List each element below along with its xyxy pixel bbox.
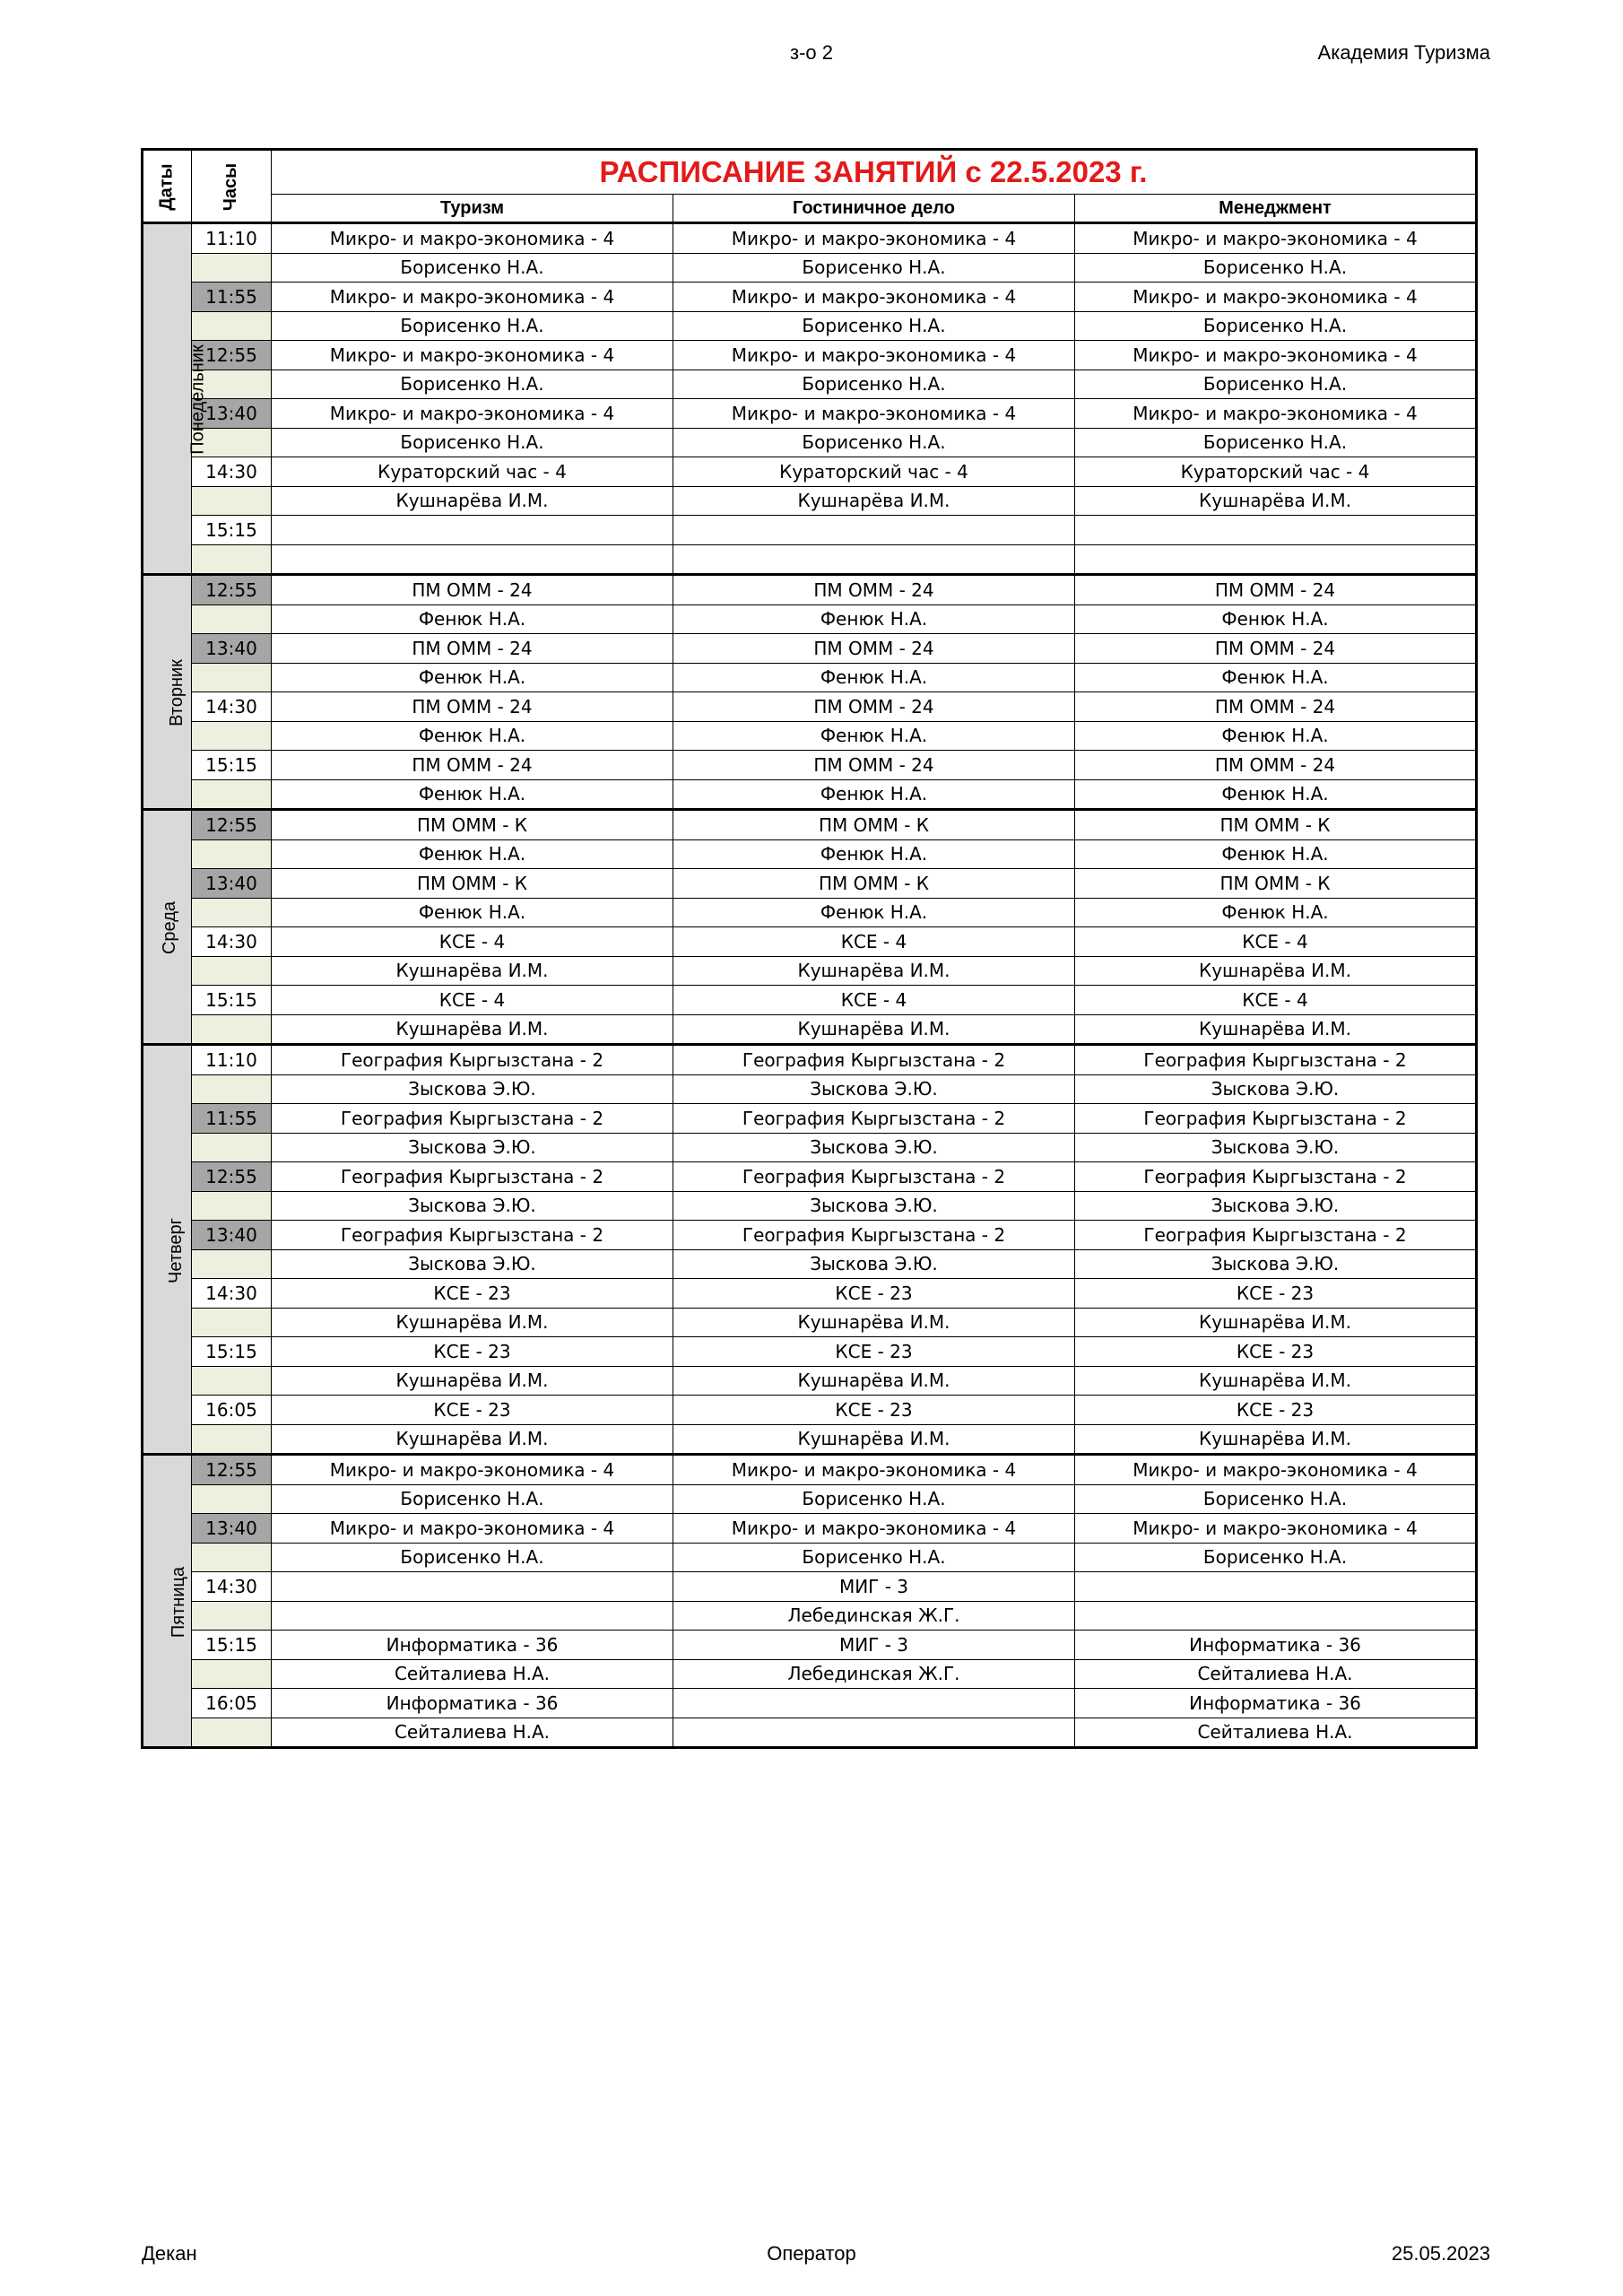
teacher-cell: Борисенко Н.А. bbox=[1075, 428, 1477, 457]
time-cell-blank bbox=[192, 311, 272, 341]
table-row bbox=[143, 721, 1477, 751]
table-row bbox=[143, 956, 1477, 986]
teacher-cell: Борисенко Н.А. bbox=[673, 370, 1075, 399]
lesson-cell: ПМ ОММ - 24 bbox=[1075, 751, 1477, 780]
lesson-cell: КСЕ - 23 bbox=[1075, 1279, 1477, 1309]
lesson-cell: Микро- и макро-экономика - 4 bbox=[272, 223, 673, 254]
teacher-cell: Сейталиева Н.А. bbox=[1075, 1718, 1477, 1748]
time-cell: 12:55 bbox=[192, 575, 272, 605]
table-row bbox=[143, 575, 1477, 605]
time-cell-blank bbox=[192, 721, 272, 751]
table-row bbox=[143, 1045, 1477, 1075]
table-row bbox=[143, 223, 1477, 254]
teacher-cell: Кушнарёва И.М. bbox=[673, 1308, 1075, 1337]
day-cell bbox=[143, 1455, 192, 1748]
table-row bbox=[143, 283, 1477, 312]
teacher-cell: Фенюк Н.А. bbox=[673, 721, 1075, 751]
table-row bbox=[143, 1104, 1477, 1134]
teacher-cell: Фенюк Н.А. bbox=[673, 663, 1075, 692]
lesson-cell bbox=[1075, 1572, 1477, 1602]
time-cell: 12:55 bbox=[192, 810, 272, 840]
footer-dean: Декан bbox=[142, 2242, 197, 2265]
time-cell-blank bbox=[192, 956, 272, 986]
time-cell: 13:40 bbox=[192, 634, 272, 664]
time-cell: 13:40 bbox=[192, 869, 272, 899]
lesson-cell: ПМ ОММ - 24 bbox=[272, 634, 673, 664]
lesson-cell: Микро- и макро-экономика - 4 bbox=[1075, 341, 1477, 370]
day-label: Пятница bbox=[169, 1566, 189, 1638]
lesson-cell bbox=[1075, 516, 1477, 545]
time-cell-blank bbox=[192, 779, 272, 810]
table-row bbox=[143, 986, 1477, 1015]
day-cell bbox=[143, 223, 208, 575]
table-row bbox=[143, 898, 1477, 927]
lesson-cell: Микро- и макро-экономика - 4 bbox=[1075, 399, 1477, 429]
lesson-cell: ПМ ОММ - К bbox=[673, 810, 1075, 840]
table-row bbox=[143, 1659, 1477, 1689]
teacher-cell: Кушнарёва И.М. bbox=[673, 1424, 1075, 1455]
time-cell: 12:55 bbox=[192, 341, 272, 370]
teacher-cell: Борисенко Н.А. bbox=[673, 1484, 1075, 1514]
time-cell-blank bbox=[192, 1543, 272, 1572]
lesson-cell: География Кыргызстана - 2 bbox=[673, 1104, 1075, 1134]
lesson-cell: КСЕ - 4 bbox=[673, 986, 1075, 1015]
time-cell: 13:40 bbox=[192, 1221, 272, 1250]
time-cell: 14:30 bbox=[192, 927, 272, 957]
lesson-cell: ПМ ОММ - 24 bbox=[673, 751, 1075, 780]
lesson-cell: КСЕ - 23 bbox=[673, 1396, 1075, 1425]
table-row bbox=[143, 779, 1477, 810]
lesson-cell bbox=[272, 516, 673, 545]
time-cell-blank bbox=[192, 1366, 272, 1396]
teacher-cell: Кушнарёва И.М. bbox=[673, 1366, 1075, 1396]
teacher-cell: Кушнарёва И.М. bbox=[1075, 1014, 1477, 1045]
teacher-cell: Борисенко Н.А. bbox=[673, 1543, 1075, 1572]
table-row bbox=[143, 1572, 1477, 1602]
teacher-cell: Зыскова Э.Ю. bbox=[272, 1191, 673, 1221]
day-label: Понедельник bbox=[187, 344, 208, 455]
table-row bbox=[143, 544, 1477, 575]
teacher-cell: Зыскова Э.Ю. bbox=[1075, 1133, 1477, 1162]
teacher-cell: Фенюк Н.А. bbox=[1075, 663, 1477, 692]
teacher-cell bbox=[272, 1601, 673, 1631]
teacher-cell: Сейталиева Н.А. bbox=[272, 1659, 673, 1689]
lesson-cell: ПМ ОММ - 24 bbox=[1075, 634, 1477, 664]
table-row bbox=[143, 1484, 1477, 1514]
lesson-cell: Микро- и макро-экономика - 4 bbox=[272, 399, 673, 429]
schedule-body bbox=[143, 223, 1477, 1748]
teacher-cell: Фенюк Н.А. bbox=[673, 839, 1075, 869]
lesson-cell: Кураторский час - 4 bbox=[1075, 457, 1477, 487]
teacher-cell bbox=[272, 544, 673, 575]
teacher-cell: Борисенко Н.А. bbox=[673, 428, 1075, 457]
time-cell-blank bbox=[192, 663, 272, 692]
teacher-cell: Борисенко Н.А. bbox=[1075, 370, 1477, 399]
lesson-cell: География Кыргызстана - 2 bbox=[272, 1162, 673, 1192]
lesson-cell: ПМ ОММ - 24 bbox=[272, 751, 673, 780]
table-row bbox=[143, 1133, 1477, 1162]
table-row bbox=[143, 1631, 1477, 1660]
time-cell: 15:15 bbox=[192, 516, 272, 545]
table-row bbox=[143, 1514, 1477, 1544]
time-cell-blank bbox=[192, 1249, 272, 1279]
lesson-cell: Микро- и макро-экономика - 4 bbox=[1075, 283, 1477, 312]
lesson-cell: КСЕ - 23 bbox=[1075, 1396, 1477, 1425]
teacher-cell: Фенюк Н.А. bbox=[272, 663, 673, 692]
teacher-cell: Кушнарёва И.М. bbox=[272, 956, 673, 986]
lesson-cell: ПМ ОММ - 24 bbox=[673, 692, 1075, 722]
table-row bbox=[143, 810, 1477, 840]
table-row bbox=[143, 604, 1477, 634]
table-row bbox=[143, 457, 1477, 487]
lesson-cell: Информатика - 36 bbox=[1075, 1689, 1477, 1718]
lesson-cell: Микро- и макро-экономика - 4 bbox=[673, 341, 1075, 370]
time-cell-blank bbox=[192, 1659, 272, 1689]
teacher-cell: Кушнарёва И.М. bbox=[272, 1424, 673, 1455]
lesson-cell: КСЕ - 23 bbox=[673, 1337, 1075, 1367]
time-cell: 15:15 bbox=[192, 1337, 272, 1367]
table-row bbox=[143, 1308, 1477, 1337]
lesson-cell bbox=[673, 1689, 1075, 1718]
teacher-cell: Кушнарёва И.М. bbox=[673, 486, 1075, 516]
teacher-cell: Фенюк Н.А. bbox=[1075, 604, 1477, 634]
table-row bbox=[143, 516, 1477, 545]
teacher-cell: Кушнарёва И.М. bbox=[1075, 956, 1477, 986]
lesson-cell: ПМ ОММ - 24 bbox=[673, 634, 1075, 664]
header-hours bbox=[192, 150, 272, 223]
time-cell: 13:40 bbox=[192, 1514, 272, 1544]
time-cell-blank bbox=[192, 1191, 272, 1221]
table-row bbox=[143, 1279, 1477, 1309]
lesson-cell: Микро- и макро-экономика - 4 bbox=[1075, 1455, 1477, 1485]
teacher-cell: Кушнарёва И.М. bbox=[272, 1014, 673, 1045]
teacher-cell: Борисенко Н.А. bbox=[272, 428, 673, 457]
lesson-cell: Микро- и макро-экономика - 4 bbox=[1075, 223, 1477, 254]
lesson-cell: МИГ - 3 bbox=[673, 1572, 1075, 1602]
teacher-cell: Сейталиева Н.А. bbox=[272, 1718, 673, 1748]
table-row bbox=[143, 869, 1477, 899]
lesson-cell: Микро- и макро-экономика - 4 bbox=[272, 1455, 673, 1485]
teacher-cell bbox=[1075, 544, 1477, 575]
institution-name: Академия Туризма bbox=[1317, 41, 1490, 64]
teacher-cell: Борисенко Н.А. bbox=[1075, 311, 1477, 341]
time-cell: 12:55 bbox=[192, 1455, 272, 1485]
table-row bbox=[143, 1718, 1477, 1748]
schedule-table bbox=[141, 148, 1478, 1749]
time-cell-blank bbox=[192, 253, 272, 283]
lesson-cell: ПМ ОММ - К bbox=[272, 869, 673, 899]
lesson-cell: Микро- и макро-экономика - 4 bbox=[673, 283, 1075, 312]
lesson-cell: География Кыргызстана - 2 bbox=[1075, 1104, 1477, 1134]
lesson-cell: География Кыргызстана - 2 bbox=[673, 1221, 1075, 1250]
time-cell: 16:05 bbox=[192, 1396, 272, 1425]
time-cell: 16:05 bbox=[192, 1689, 272, 1718]
table-row bbox=[143, 1162, 1477, 1192]
time-cell: 11:55 bbox=[192, 283, 272, 312]
table-row bbox=[143, 1543, 1477, 1572]
teacher-cell: Борисенко Н.А. bbox=[1075, 1484, 1477, 1514]
schedule-title: РАСПИСАНИЕ ЗАНЯТИЙ с 22.5.2023 г. bbox=[599, 155, 1148, 188]
table-row bbox=[143, 486, 1477, 516]
teacher-cell: Борисенко Н.А. bbox=[673, 253, 1075, 283]
time-cell-blank bbox=[192, 544, 272, 575]
teacher-cell: Кушнарёва И.М. bbox=[673, 1014, 1075, 1045]
teacher-cell: Лебединская Ж.Г. bbox=[673, 1601, 1075, 1631]
teacher-cell: Фенюк Н.А. bbox=[1075, 779, 1477, 810]
table-row bbox=[143, 927, 1477, 957]
lesson-cell: Микро- и макро-экономика - 4 bbox=[272, 283, 673, 312]
lesson-cell: География Кыргызстана - 2 bbox=[272, 1221, 673, 1250]
teacher-cell: Кушнарёва И.М. bbox=[272, 1308, 673, 1337]
teacher-cell: Кушнарёва И.М. bbox=[1075, 486, 1477, 516]
teacher-cell bbox=[673, 1718, 1075, 1748]
time-cell: 12:55 bbox=[192, 1162, 272, 1192]
teacher-cell: Фенюк Н.А. bbox=[272, 898, 673, 927]
teacher-cell: Фенюк Н.А. bbox=[272, 839, 673, 869]
day-label: Четверг bbox=[165, 1217, 186, 1283]
lesson-cell: Микро- и макро-экономика - 4 bbox=[1075, 1514, 1477, 1544]
lesson-cell: Информатика - 36 bbox=[272, 1689, 673, 1718]
time-cell: 11:10 bbox=[192, 1045, 272, 1075]
teacher-cell: Фенюк Н.А. bbox=[673, 779, 1075, 810]
header-dates bbox=[143, 150, 192, 223]
time-cell-blank bbox=[192, 1424, 272, 1455]
lesson-cell: ПМ ОММ - К bbox=[1075, 869, 1477, 899]
lesson-cell: ПМ ОММ - 24 bbox=[1075, 575, 1477, 605]
table-row bbox=[143, 399, 1477, 429]
time-cell-blank bbox=[192, 1074, 272, 1104]
subject-header-tourism: Туризм bbox=[272, 195, 673, 223]
table-row bbox=[143, 370, 1477, 399]
lesson-cell: КСЕ - 23 bbox=[1075, 1337, 1477, 1367]
lesson-cell: География Кыргызстана - 2 bbox=[272, 1045, 673, 1075]
time-cell: 11:55 bbox=[192, 1104, 272, 1134]
time-cell: 14:30 bbox=[192, 1279, 272, 1309]
time-cell-blank bbox=[192, 1014, 272, 1045]
teacher-cell: Фенюк Н.А. bbox=[673, 604, 1075, 634]
lesson-cell: ПМ ОММ - К bbox=[673, 869, 1075, 899]
lesson-cell: ПМ ОММ - 24 bbox=[1075, 692, 1477, 722]
teacher-cell: Зыскова Э.Ю. bbox=[272, 1133, 673, 1162]
teacher-cell: Кушнарёва И.М. bbox=[1075, 1366, 1477, 1396]
time-cell: 13:40 bbox=[192, 399, 272, 429]
table-row bbox=[143, 1221, 1477, 1250]
teacher-cell: Зыскова Э.Ю. bbox=[1075, 1191, 1477, 1221]
time-cell: 15:15 bbox=[192, 751, 272, 780]
day-label: Вторник bbox=[166, 659, 187, 726]
lesson-cell: География Кыргызстана - 2 bbox=[1075, 1221, 1477, 1250]
table-row bbox=[143, 1601, 1477, 1631]
subject-header-hospitality: Гостиничное дело bbox=[673, 195, 1075, 223]
teacher-cell: Фенюк Н.А. bbox=[673, 898, 1075, 927]
teacher-cell: Кушнарёва И.М. bbox=[1075, 1424, 1477, 1455]
lesson-cell: Микро- и макро-экономика - 4 bbox=[673, 223, 1075, 254]
teacher-cell: Борисенко Н.А. bbox=[673, 311, 1075, 341]
table-row bbox=[143, 1366, 1477, 1396]
lesson-cell: Микро- и макро-экономика - 4 bbox=[272, 341, 673, 370]
table-row bbox=[143, 692, 1477, 722]
teacher-cell: Зыскова Э.Ю. bbox=[1075, 1249, 1477, 1279]
time-cell-blank bbox=[192, 1718, 272, 1748]
table-row bbox=[143, 1191, 1477, 1221]
teacher-cell: Борисенко Н.А. bbox=[272, 1543, 673, 1572]
day-label: Среда bbox=[160, 900, 180, 955]
lesson-cell: География Кыргызстана - 2 bbox=[1075, 1162, 1477, 1192]
teacher-cell: Зыскова Э.Ю. bbox=[1075, 1074, 1477, 1104]
table-row bbox=[143, 1396, 1477, 1425]
teacher-cell: Кушнарёва И.М. bbox=[272, 486, 673, 516]
teacher-cell: Фенюк Н.А. bbox=[272, 604, 673, 634]
teacher-cell bbox=[1075, 1601, 1477, 1631]
table-row bbox=[143, 341, 1477, 370]
lesson-cell: ПМ ОММ - 24 bbox=[272, 692, 673, 722]
lesson-cell: География Кыргызстана - 2 bbox=[1075, 1045, 1477, 1075]
table-row bbox=[143, 1689, 1477, 1718]
time-cell-blank bbox=[192, 1308, 272, 1337]
table-row bbox=[143, 1249, 1477, 1279]
lesson-cell: КСЕ - 4 bbox=[1075, 986, 1477, 1015]
time-cell: 14:30 bbox=[192, 457, 272, 487]
lesson-cell: КСЕ - 23 bbox=[272, 1279, 673, 1309]
table-row bbox=[143, 1455, 1477, 1485]
teacher-cell: Борисенко Н.А. bbox=[1075, 253, 1477, 283]
lesson-cell: КСЕ - 23 bbox=[272, 1337, 673, 1367]
lesson-cell: Микро- и макро-экономика - 4 bbox=[673, 1455, 1075, 1485]
lesson-cell: Микро- и макро-экономика - 4 bbox=[272, 1514, 673, 1544]
teacher-cell: Зыскова Э.Ю. bbox=[272, 1074, 673, 1104]
schedule-title-cell bbox=[272, 150, 1477, 195]
teacher-cell: Борисенко Н.А. bbox=[1075, 1543, 1477, 1572]
time-cell-blank bbox=[192, 1133, 272, 1162]
lesson-cell: География Кыргызстана - 2 bbox=[272, 1104, 673, 1134]
day-cell bbox=[143, 575, 192, 810]
table-row bbox=[143, 1074, 1477, 1104]
teacher-cell: Зыскова Э.Ю. bbox=[673, 1249, 1075, 1279]
table-row bbox=[143, 1424, 1477, 1455]
teacher-cell: Зыскова Э.Ю. bbox=[272, 1249, 673, 1279]
day-cell bbox=[143, 1045, 192, 1455]
teacher-cell: Борисенко Н.А. bbox=[272, 1484, 673, 1514]
table-row bbox=[143, 428, 1477, 457]
doc-code: з-о 2 bbox=[790, 41, 833, 64]
time-cell-blank bbox=[192, 486, 272, 516]
teacher-cell: Кушнарёва И.М. bbox=[1075, 1308, 1477, 1337]
teacher-cell: Зыскова Э.Ю. bbox=[673, 1133, 1075, 1162]
time-cell-blank bbox=[192, 898, 272, 927]
time-cell: 14:30 bbox=[192, 692, 272, 722]
time-cell-blank bbox=[192, 604, 272, 634]
day-cell bbox=[143, 810, 192, 1045]
lesson-cell: География Кыргызстана - 2 bbox=[673, 1045, 1075, 1075]
lesson-cell: КСЕ - 4 bbox=[272, 927, 673, 957]
teacher-cell: Фенюк Н.А. bbox=[1075, 839, 1477, 869]
lesson-cell: КСЕ - 4 bbox=[1075, 927, 1477, 957]
lesson-cell: Кураторский час - 4 bbox=[272, 457, 673, 487]
teacher-cell: Борисенко Н.А. bbox=[272, 253, 673, 283]
lesson-cell: ПМ ОММ - К bbox=[272, 810, 673, 840]
teacher-cell: Фенюк Н.А. bbox=[1075, 898, 1477, 927]
lesson-cell: География Кыргызстана - 2 bbox=[673, 1162, 1075, 1192]
footer-operator: Оператор bbox=[767, 2242, 856, 2265]
table-row bbox=[143, 1014, 1477, 1045]
subject-header-management: Менеджмент bbox=[1075, 195, 1477, 223]
header-dates-label: Даты bbox=[157, 163, 177, 211]
teacher-cell: Фенюк Н.А. bbox=[1075, 721, 1477, 751]
time-cell: 14:30 bbox=[192, 1572, 272, 1602]
table-row bbox=[143, 663, 1477, 692]
lesson-cell: Кураторский час - 4 bbox=[673, 457, 1075, 487]
teacher-cell: Зыскова Э.Ю. bbox=[673, 1074, 1075, 1104]
footer-date: 25.05.2023 bbox=[1391, 2242, 1490, 2265]
lesson-cell bbox=[272, 1572, 673, 1602]
teacher-cell: Борисенко Н.А. bbox=[272, 370, 673, 399]
teacher-cell: Кушнарёва И.М. bbox=[673, 956, 1075, 986]
teacher-cell: Фенюк Н.А. bbox=[272, 779, 673, 810]
teacher-cell: Лебединская Ж.Г. bbox=[673, 1659, 1075, 1689]
lesson-cell: Микро- и макро-экономика - 4 bbox=[673, 1514, 1075, 1544]
header-hours-label: Часы bbox=[221, 162, 241, 212]
table-row bbox=[143, 253, 1477, 283]
lesson-cell: КСЕ - 4 bbox=[673, 927, 1075, 957]
time-cell: 15:15 bbox=[192, 1631, 272, 1660]
table-row bbox=[143, 1337, 1477, 1367]
lesson-cell: ПМ ОММ - К bbox=[1075, 810, 1477, 840]
lesson-cell: КСЕ - 4 bbox=[272, 986, 673, 1015]
teacher-cell: Фенюк Н.А. bbox=[272, 721, 673, 751]
lesson-cell: Информатика - 36 bbox=[1075, 1631, 1477, 1660]
table-row bbox=[143, 311, 1477, 341]
teacher-cell: Зыскова Э.Ю. bbox=[673, 1191, 1075, 1221]
lesson-cell: МИГ - 3 bbox=[673, 1631, 1075, 1660]
teacher-cell: Борисенко Н.А. bbox=[272, 311, 673, 341]
lesson-cell: Информатика - 36 bbox=[272, 1631, 673, 1660]
teacher-cell: Сейталиева Н.А. bbox=[1075, 1659, 1477, 1689]
time-cell-blank bbox=[192, 1484, 272, 1514]
table-row bbox=[143, 751, 1477, 780]
teacher-cell: Кушнарёва И.М. bbox=[272, 1366, 673, 1396]
lesson-cell: ПМ ОММ - 24 bbox=[673, 575, 1075, 605]
time-cell: 15:15 bbox=[192, 986, 272, 1015]
teacher-cell bbox=[673, 544, 1075, 575]
time-cell-blank bbox=[192, 1601, 272, 1631]
time-cell: 11:10 bbox=[192, 223, 272, 254]
lesson-cell: КСЕ - 23 bbox=[272, 1396, 673, 1425]
lesson-cell bbox=[673, 516, 1075, 545]
table-row bbox=[143, 634, 1477, 664]
lesson-cell: ПМ ОММ - 24 bbox=[272, 575, 673, 605]
lesson-cell: КСЕ - 23 bbox=[673, 1279, 1075, 1309]
table-row bbox=[143, 839, 1477, 869]
lesson-cell: Микро- и макро-экономика - 4 bbox=[673, 399, 1075, 429]
time-cell-blank bbox=[192, 839, 272, 869]
